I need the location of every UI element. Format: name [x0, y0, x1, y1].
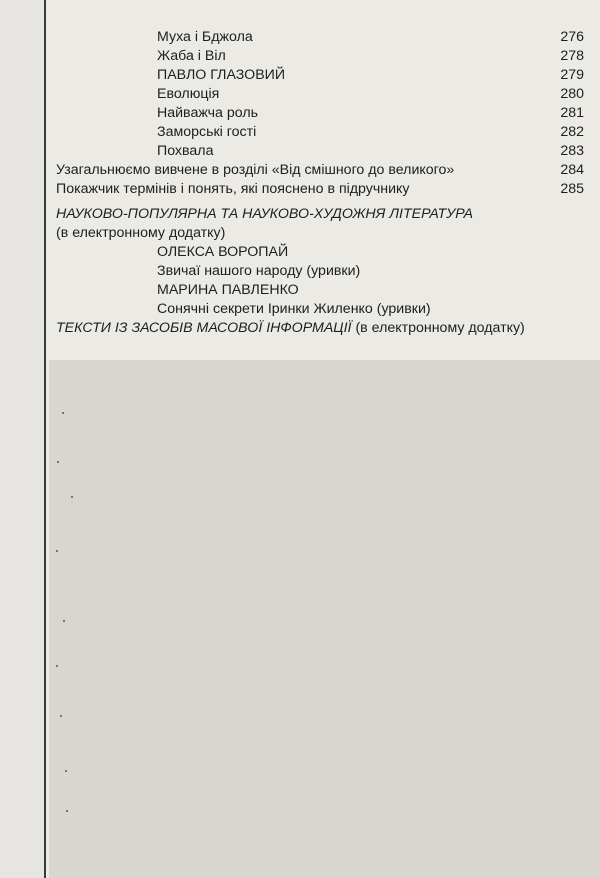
toc-entry-page: 284: [560, 162, 584, 178]
blank-page-area: [49, 360, 600, 878]
toc-entry[interactable]: [56, 180, 584, 199]
work-title[interactable]: Звичаї нашого народу (уривки): [157, 263, 361, 279]
toc-entry-page: 276: [560, 29, 584, 45]
work-title[interactable]: Сонячні секрети Іринки Жиленко (уривки): [157, 301, 431, 317]
toc-entry-page: 282: [560, 124, 584, 140]
toc-entry-title: Узагальнюємо вивчене в розділі «Від смішного до великого»: [56, 162, 455, 178]
toc-entry-page: 278: [560, 48, 584, 64]
left-margin: [0, 0, 45, 878]
speck: [66, 810, 68, 812]
speck: [56, 550, 58, 552]
speck: [71, 496, 73, 498]
author-name[interactable]: ОЛЕКСА ВОРОПАЙ: [157, 244, 289, 260]
speck: [56, 665, 58, 667]
toc-entry-title: ПАВЛО ГЛАЗОВИЙ: [157, 67, 286, 83]
toc-entry[interactable]: [56, 47, 584, 66]
table-of-contents: [56, 28, 584, 338]
toc-entry[interactable]: [56, 28, 584, 47]
toc-entry-page: 279: [560, 67, 584, 83]
section-heading: НАУКОВО-ПОПУЛЯРНА ТА НАУКОВО-ХУДОЖНЯ ЛІТЕРАТУРА: [56, 206, 474, 222]
toc-entry[interactable]: [56, 66, 584, 85]
author-name[interactable]: МАРИНА ПАВЛЕНКО: [157, 282, 299, 298]
section-note: (в електронному додатку): [351, 320, 525, 336]
toc-entry-page: 280: [560, 86, 584, 102]
speck: [60, 715, 62, 717]
section-note: (в електронному додатку): [56, 225, 226, 241]
toc-entry-title: Найважча роль: [157, 105, 259, 121]
science-literature-section: [56, 205, 584, 319]
toc-entry-page: 283: [560, 143, 584, 159]
speck: [62, 412, 64, 414]
media-texts-section[interactable]: [56, 319, 584, 338]
toc-entry[interactable]: [56, 104, 584, 123]
toc-entry[interactable]: [56, 85, 584, 104]
toc-entry-title: Муха і Бджола: [157, 29, 253, 45]
toc-entry-page: 281: [560, 105, 584, 121]
toc-entry[interactable]: [56, 123, 584, 142]
section-heading: ТЕКСТИ ІЗ ЗАСОБІВ МАСОВОЇ ІНФОРМАЦІЇ: [56, 320, 352, 336]
speck: [63, 620, 65, 622]
toc-entry-title: Заморські гості: [157, 124, 257, 140]
toc-entry-page: 285: [560, 181, 584, 197]
toc-entry-title: Покажчик термінів і понять, які пояснено в підручнику: [56, 181, 410, 197]
toc-entry[interactable]: [56, 161, 584, 180]
toc-entry-title: Жаба і Віл: [157, 48, 226, 64]
margin-rule: [44, 0, 46, 878]
speck: [65, 770, 67, 772]
speck: [57, 461, 59, 463]
toc-entry-title: Похвала: [157, 143, 214, 159]
toc-entry-title: Еволюція: [157, 86, 220, 102]
toc-entry[interactable]: [56, 142, 584, 161]
